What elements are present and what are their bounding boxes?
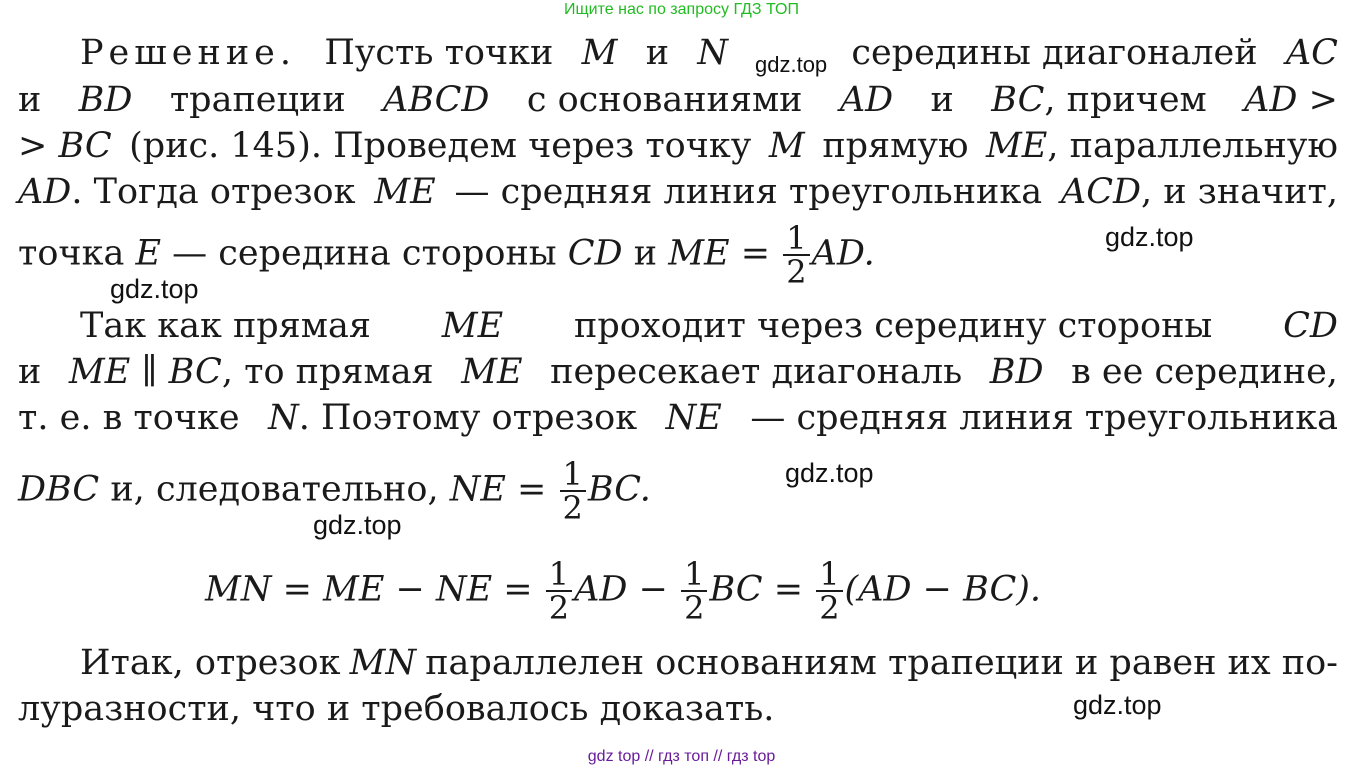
math-expr: ME ∥ BC — [68, 352, 222, 392]
watermark: gdz.top — [313, 510, 402, 540]
p2-line-2 — [18, 349, 1338, 395]
math-var: ME — [985, 126, 1048, 166]
math-expr: (AD − BC). — [844, 569, 1042, 610]
math-var: ME — [461, 352, 523, 392]
p2-line-1 — [18, 303, 1338, 349]
text: середины диагоналей — [851, 33, 1258, 73]
math-var: M — [768, 126, 805, 166]
text: , параллельную — [1047, 126, 1338, 166]
text: и — [645, 33, 670, 73]
math-expr: NE = — [449, 469, 547, 510]
math-var: AC — [1285, 33, 1338, 73]
text: и — [633, 233, 658, 274]
watermark: gdz.top — [1073, 690, 1162, 720]
fraction-one-half: $\frac{1}{2}$ — [816, 558, 842, 624]
text: , и значит, — [1141, 172, 1338, 212]
p2-line-3 — [18, 395, 1338, 441]
math-var: M — [581, 33, 618, 73]
text: с основаниями — [526, 80, 803, 120]
math-expr: AD > — [1244, 80, 1338, 120]
math-var: E — [135, 233, 162, 274]
math-var: CD — [567, 233, 623, 274]
math-var: MN — [349, 643, 417, 683]
math-expr: AD − — [574, 569, 668, 610]
p3-line-1 — [18, 640, 1338, 686]
math-var: NE — [665, 398, 722, 438]
solution-heading: Решение. — [80, 33, 297, 73]
text: — средняя линия треугольника — [454, 172, 1043, 212]
text: , то прямая — [221, 352, 434, 392]
text: пересекает диагональ — [550, 352, 963, 392]
text: . Поэтому отрезок — [298, 398, 638, 438]
math-expr: MN = ME − NE = — [205, 569, 533, 610]
text: — средняя линия треугольника — [750, 398, 1338, 438]
math-var: ABCD — [383, 80, 490, 120]
math-var: AD — [839, 80, 894, 120]
text: (рис. 145). Проведем через точку — [129, 126, 752, 166]
watermark: gdz.top — [110, 274, 199, 304]
text: . Тогда отрезок — [71, 172, 356, 212]
math-var: N — [697, 33, 729, 73]
p1-line-2 — [18, 77, 1338, 123]
text: Итак, отрезок — [80, 643, 341, 683]
watermark: gdz.top — [1105, 222, 1194, 252]
math-var: BD — [989, 352, 1044, 392]
fraction-one-half: $\frac{1}{2}$ — [681, 558, 707, 624]
text: точка — [18, 233, 125, 274]
fraction-one-half: $\frac{1}{2}$ — [560, 458, 586, 524]
watermark: gdz.top — [755, 52, 828, 77]
math-var: CD — [1283, 306, 1338, 346]
top-banner[interactable]: Ищите нас по запросу ГДЗ ТОП — [564, 1, 799, 18]
text: в ее середине, — [1071, 352, 1338, 392]
display-formula — [205, 555, 1042, 627]
math-var: ME — [441, 306, 504, 346]
math-expr: ME = — [668, 233, 771, 274]
text: Пусть точки — [324, 33, 554, 73]
text: параллелен основаниям трапеции и равен их по- — [425, 643, 1338, 683]
math-expr: > BC — [18, 126, 112, 166]
text: и — [18, 80, 42, 120]
text: луразности, что и требовалось доказать. — [18, 689, 775, 729]
fraction-one-half: $\frac{1}{2}$ — [546, 558, 572, 624]
text: т. е. в точке — [18, 398, 240, 438]
math-var: AD — [18, 172, 72, 212]
math-var: ME — [374, 172, 436, 212]
text: и, следовательно, — [110, 469, 439, 510]
text: проходит через середину стороны — [574, 306, 1213, 346]
math-var: N — [268, 398, 299, 438]
text: трапеции — [169, 80, 346, 120]
math-var: DBC — [18, 469, 100, 510]
bottom-banner[interactable]: gdz top // гдз топ // гдз top — [587, 748, 776, 765]
math-var: BD — [78, 80, 133, 120]
math-var: AD. — [811, 233, 875, 274]
text: и — [930, 80, 954, 120]
p1-line-4 — [18, 169, 1338, 215]
math-var: BC — [991, 80, 1045, 120]
p3-line-2 — [18, 686, 774, 732]
math-var: BC. — [587, 469, 651, 510]
math-expr: BC = — [709, 569, 804, 610]
text: прямую — [822, 126, 969, 166]
fraction-one-half: $\frac{1}{2}$ — [783, 222, 809, 288]
text: — середина стороны — [172, 233, 557, 274]
text: Так как прямая — [80, 306, 371, 346]
text: , причем — [1044, 80, 1207, 120]
watermark: gdz.top — [785, 458, 874, 488]
p1-line-1 — [18, 30, 1338, 76]
p1-line-3 — [18, 123, 1338, 169]
math-var: ACD — [1060, 172, 1142, 212]
text: и — [18, 352, 42, 392]
